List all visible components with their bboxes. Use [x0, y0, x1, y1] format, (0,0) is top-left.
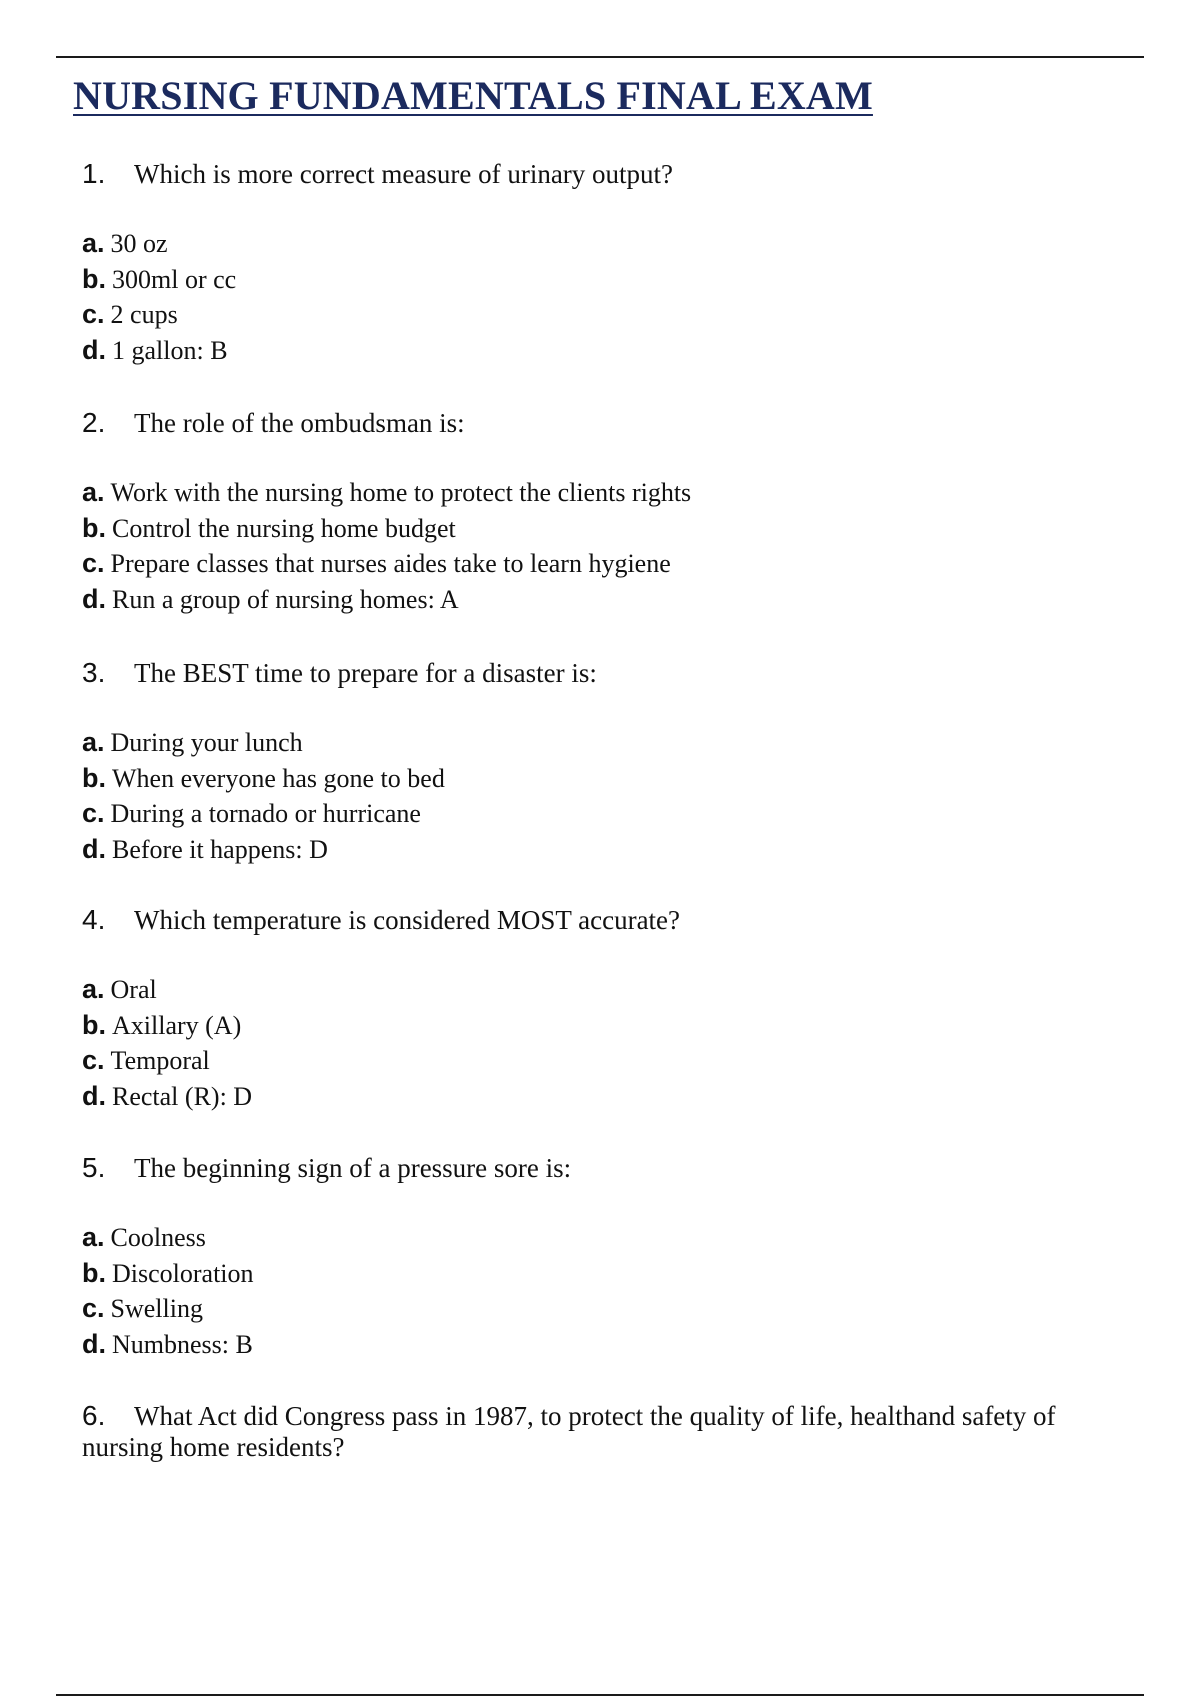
option-b [82, 1008, 1122, 1044]
option-b [82, 511, 1122, 547]
option-c [82, 796, 1122, 832]
option-text: Axillary (A) [112, 1010, 242, 1040]
option-text: Control the nursing home budget [112, 513, 456, 543]
option-text: Run a group of nursing homes: A [112, 584, 459, 614]
option-letter: d. [82, 1328, 106, 1359]
option-text: Discoloration [112, 1258, 254, 1288]
option-b [82, 1256, 1122, 1292]
option-text: Oral [110, 975, 157, 1004]
question-text: The BEST time to prepare for a disaster is: [134, 658, 597, 688]
question-3-prompt [82, 657, 1122, 689]
question-5 [82, 1152, 1122, 1362]
question-text: Which is more correct measure of urinary output? [134, 159, 674, 189]
option-a [82, 226, 1122, 262]
option-d [82, 333, 1122, 369]
option-text: 1 gallon: B [112, 335, 228, 365]
option-letter: a. [82, 1222, 105, 1252]
option-text: Prepare classes that nurses aides take to learn hygiene [110, 549, 671, 578]
option-d [82, 832, 1122, 868]
option-text: Work with the nursing home to protect the clients rights [110, 478, 692, 507]
question-3 [82, 657, 1122, 867]
option-letter: d. [82, 334, 106, 365]
question-5-prompt [82, 1152, 1122, 1184]
option-letter: d. [82, 1080, 106, 1111]
option-text: Before it happens: D [112, 834, 328, 864]
question-text: The beginning sign of a pressure sore is: [134, 1153, 572, 1183]
question-text: Which temperature is considered MOST accurate? [134, 905, 681, 935]
question-text: What Act did Congress pass in 1987, to protect the quality of life, healthand safety of nursing home residents? [82, 1401, 1056, 1462]
option-letter: c. [82, 548, 105, 578]
option-letter: a. [82, 727, 105, 757]
option-letter: b. [82, 1257, 106, 1288]
option-text: 300ml or cc [112, 264, 237, 294]
option-letter: b. [82, 762, 106, 793]
question-2-prompt [82, 407, 1122, 439]
answer-options [82, 972, 1122, 1114]
option-letter: c. [82, 798, 105, 828]
option-text: When everyone has gone to bed [112, 763, 445, 793]
option-d [82, 1079, 1122, 1115]
option-d [82, 582, 1122, 618]
option-text: Numbness: B [112, 1329, 253, 1359]
option-letter: a. [82, 477, 105, 507]
option-c [82, 546, 1122, 582]
question-1-prompt [82, 158, 1122, 190]
option-text: 2 cups [110, 300, 178, 329]
option-letter: b. [82, 263, 106, 294]
option-c [82, 1291, 1122, 1327]
top-rule [56, 56, 1144, 58]
option-b [82, 262, 1122, 298]
answer-options [82, 475, 1122, 617]
question-text: The role of the ombudsman is: [134, 408, 465, 438]
option-text: 30 oz [110, 229, 168, 258]
option-letter: d. [82, 833, 106, 864]
question-number: 6. [82, 1400, 106, 1431]
option-letter: c. [82, 1293, 105, 1323]
option-text: Swelling [110, 1294, 203, 1323]
option-a [82, 972, 1122, 1008]
question-4-prompt [82, 904, 1122, 936]
option-letter: b. [82, 1009, 106, 1040]
question-4 [82, 904, 1122, 1114]
option-letter: a. [82, 974, 105, 1004]
answer-options [82, 1220, 1122, 1362]
question-6 [82, 1400, 1122, 1463]
question-6-prompt [82, 1400, 1122, 1463]
option-c [82, 297, 1122, 333]
option-a [82, 725, 1122, 761]
bottom-rule [56, 1694, 1144, 1696]
question-number: 4. [82, 904, 106, 935]
option-b [82, 761, 1122, 797]
question-2 [82, 407, 1122, 617]
page-title: NURSING FUNDAMENTALS FINAL EXAM [73, 73, 873, 118]
option-letter: c. [82, 1045, 105, 1075]
option-a [82, 1220, 1122, 1256]
question-number: 2. [82, 407, 106, 438]
option-letter: b. [82, 512, 106, 543]
option-letter: a. [82, 228, 105, 258]
option-letter: c. [82, 299, 105, 329]
question-number: 5. [82, 1152, 106, 1183]
option-text: During a tornado or hurricane [110, 799, 421, 828]
option-c [82, 1043, 1122, 1079]
option-text: Rectal (R): D [112, 1081, 253, 1111]
option-text: During your lunch [110, 728, 303, 757]
question-number: 1. [82, 158, 106, 189]
option-text: Coolness [110, 1223, 206, 1252]
question-1 [82, 158, 1122, 368]
option-a [82, 475, 1122, 511]
question-number: 3. [82, 657, 106, 688]
option-letter: d. [82, 583, 106, 614]
answer-options [82, 226, 1122, 368]
option-text: Temporal [110, 1046, 210, 1075]
answer-options [82, 725, 1122, 867]
option-d [82, 1327, 1122, 1363]
